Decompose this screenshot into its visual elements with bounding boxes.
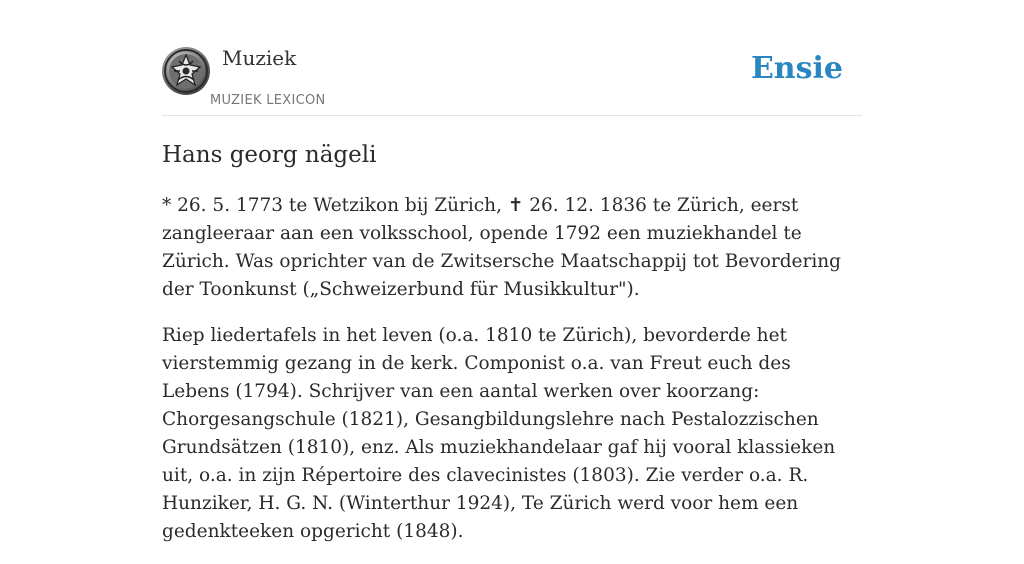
article-title: Hans georg nägeli — [162, 142, 377, 168]
music-ornament-icon — [162, 47, 210, 95]
category-avatar[interactable] — [162, 47, 210, 95]
article-body — [162, 192, 862, 564]
article-paragraph: Riep liedertafels in het leven (o.a. 1810 te Zürich), bevorderde het vierstemmig gezang in de kerk. Componist o.a. van Freut euch des Lebens (1794). Schrijver van een aantal werken over koorzang: Chorgesangschule (1821), Gesangbildungslehre nach Pestalozzischen Grundsätzen (1810), enz. Als muziekhandelaar gaf hij vooral klassieken uit, o.a. in zijn Répertoire des clavecinistes (1803). Zie verder o.a. R. Hunziker, H. G. N. (Winterthur 1924), Te Zürich werd voor hem een gedenkteeken opgericht (1848). — [162, 325, 836, 542]
brand-logo[interactable]: Ensie — [750, 51, 843, 86]
site-header — [162, 0, 862, 116]
category-title[interactable]: Muziek — [222, 46, 297, 70]
article-paragraph: * 26. 5. 1773 te Wetzikon bij Zürich, ✝ 26. 12. 1836 te Zürich, eerst zangleeraar aan een volksschool, opende 1792 een muziekhandel te Zürich. Was oprichter van de Zwitsersche Maatschappij tot Bevordering der Toonkunst („Schweizerbund für Musikkultur"). — [162, 195, 841, 300]
category-subtitle[interactable]: MUZIEK LEXICON — [210, 93, 326, 108]
